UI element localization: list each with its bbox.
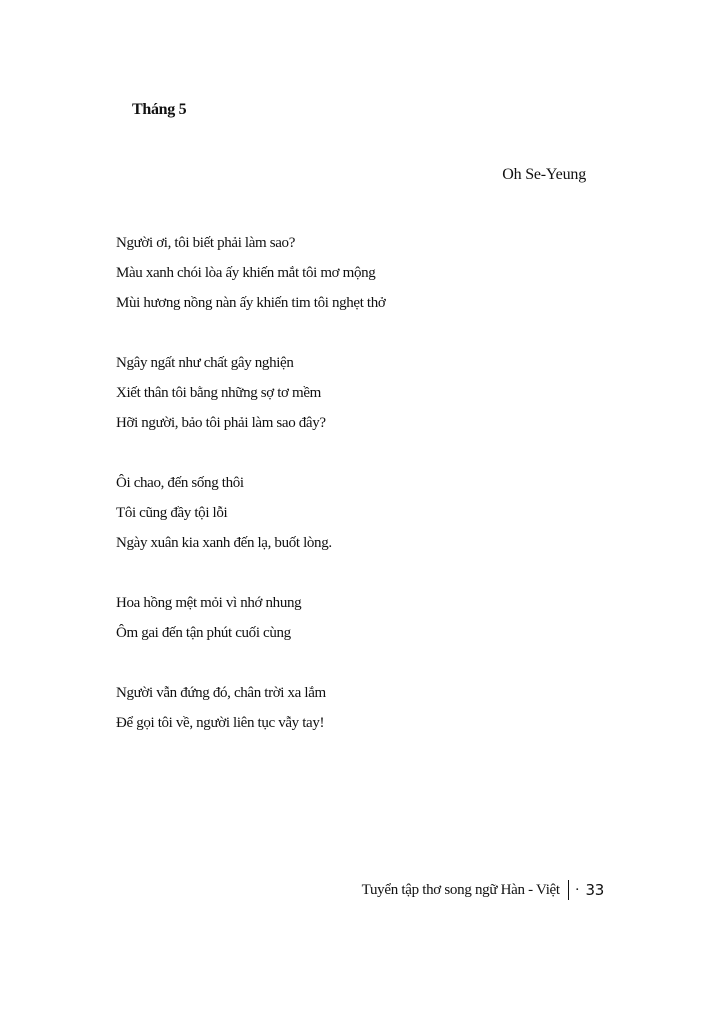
- poem-body: [116, 228, 636, 768]
- page-number: 33: [585, 881, 604, 899]
- poem-line: Hỡi người, bảo tôi phải làm sao đây?: [116, 415, 326, 431]
- stanza-2: [116, 348, 636, 438]
- stanza-1: [116, 228, 636, 318]
- poem-line: Hoa hồng mệt mỏi vì nhớ nhung: [116, 595, 302, 611]
- poem-line: Ôm gai đến tận phút cuối cùng: [116, 625, 291, 641]
- stanza-4: [116, 588, 636, 648]
- poem-line: Ngày xuân kia xanh đến lạ, buốt lòng.: [116, 535, 332, 551]
- poem-line: Màu xanh chói lòa ấy khiến mắt tôi mơ mộng: [116, 265, 376, 281]
- poem-line: Ngây ngất như chất gây nghiện: [116, 355, 294, 371]
- footer-book-title: Tuyển tập thơ song ngữ Hàn - Việt: [361, 881, 560, 898]
- footer-dot: ·: [574, 881, 580, 898]
- page-footer: [362, 880, 604, 900]
- poem-line: Người ơi, tôi biết phải làm sao?: [116, 235, 296, 251]
- poem-line: Để gọi tôi về, người liên tục vẫy tay!: [116, 715, 325, 731]
- poem-line: Tôi cũng đầy tội lỗi: [116, 505, 228, 521]
- poem-line: Xiết thân tôi bằng những sợ tơ mềm: [116, 385, 321, 401]
- poem-line: Mùi hương nồng nàn ấy khiến tim tôi nghẹt thở: [116, 295, 386, 311]
- stanza-5: [116, 678, 636, 738]
- stanza-3: [116, 468, 636, 558]
- poem-title: Tháng 5: [132, 101, 187, 118]
- poem-line: Ôi chao, đến sống thôi: [116, 475, 244, 491]
- footer-divider: [568, 880, 569, 900]
- poem-author: Oh Se-Yeung: [502, 166, 586, 183]
- poem-line: Người vẫn đứng đó, chân trời xa lắm: [116, 685, 326, 701]
